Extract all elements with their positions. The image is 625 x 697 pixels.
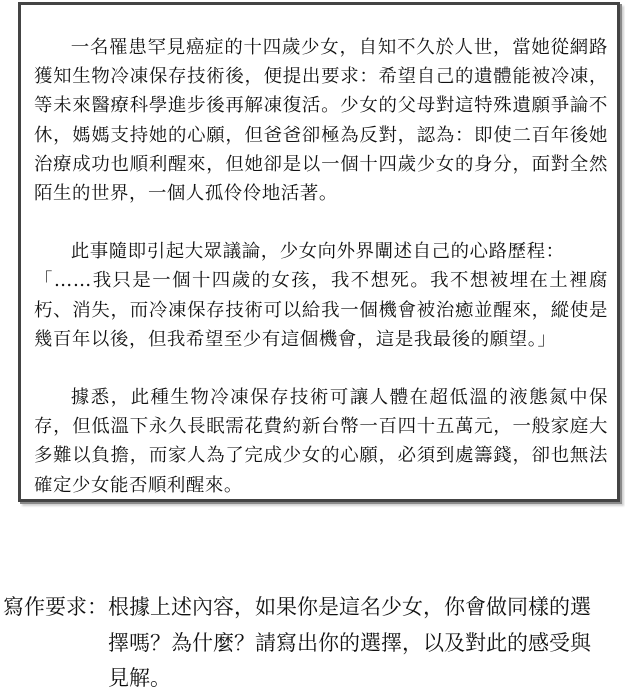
writing-prompt-text: 根據上述內容，如果你是這名少女，你會做同樣的選擇嗎？為什麼？請寫出你的選擇，以及對此的感受與見解。 (108, 595, 591, 690)
passage-paragraph-3: 據悉，此種生物冷凍保存技術可讓人體在超低溫的液態氮中保存，但低溫下永久長眠需花費約新台幣一百四十五萬元，一般家庭大多難以負擔，而家人為了完成少女的心願，必須到處籌錢，卻也無法確定少女能否順利醒來。 (34, 387, 608, 496)
reading-passage-box (18, 2, 620, 502)
writing-prompt-label: 寫作要求： (3, 595, 108, 619)
reading-passage (34, 33, 608, 500)
passage-quote: 「……我只是一個十四歲的女孩，我不想死。我不想被埋在土裡腐朽、消失，而冷凍保存技術可以給我一個機會被治癒並醒來，縱使是幾百年以後，但我希望至少有這個機會，這是我最後的願望。」 (34, 270, 608, 350)
passage-paragraph-2 (34, 237, 608, 354)
passage-paragraph-1: 一名罹患罕見癌症的十四歲少女，自知不久於人世，當她從網路獲知生物冷凍保存技術後，便提出要求：希望自己的遺體能被冷凍，等未來醫療科學進步後再解凍復活。少女的父母對這特殊遺願爭論不休，媽媽支持她的心願，但爸爸卻極為反對，認為：即使二百年後她治療成功也順利醒來，但她卻是以一個十四歲少女的身分，面對全然陌生的世界，一個人孤伶伶地活著。 (34, 37, 608, 205)
writing-prompt (3, 590, 623, 697)
passage-paragraph-2-intro: 此事隨即引起大眾議論，少女向外界闡述自己的心路歷程： (70, 241, 565, 263)
